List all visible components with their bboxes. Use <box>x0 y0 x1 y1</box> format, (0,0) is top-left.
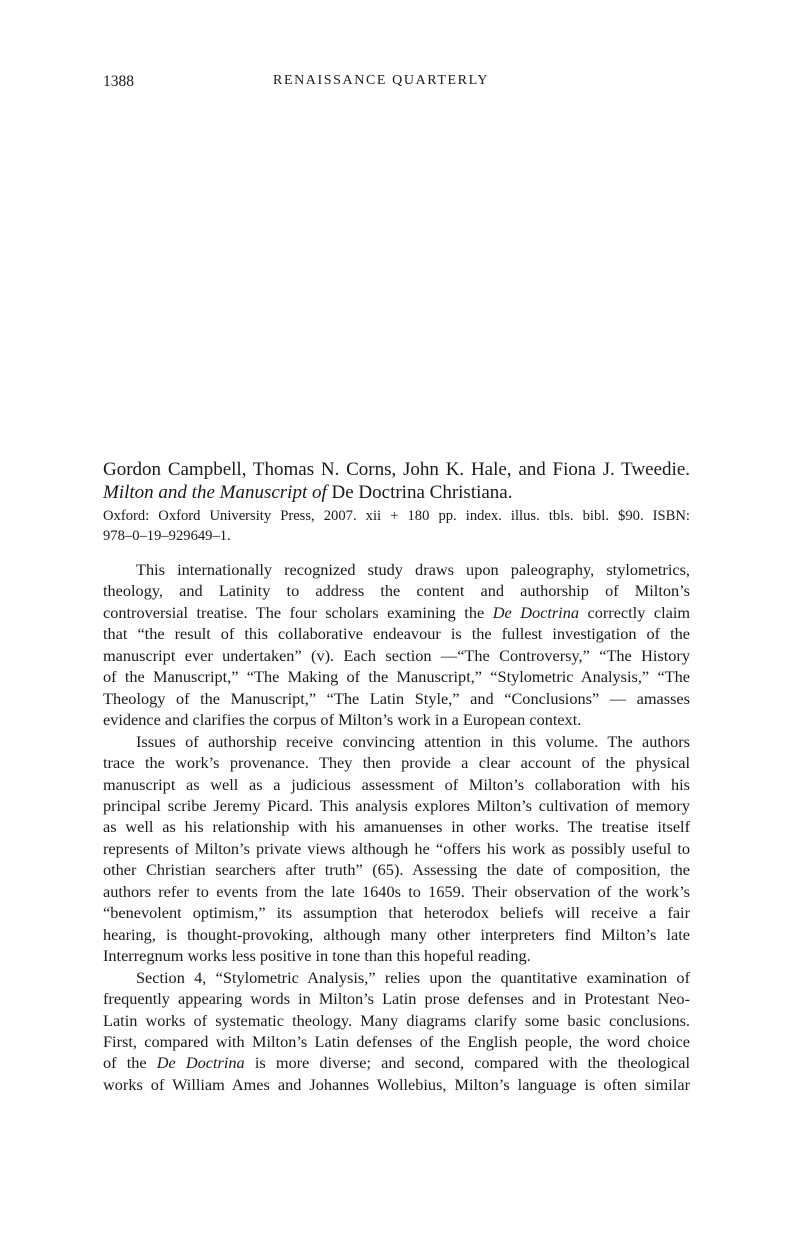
text-line <box>103 859 690 880</box>
text-line <box>103 1074 690 1095</box>
text-segment: is more diverse; and second, compared with the theological <box>244 1053 690 1073</box>
text-segment: theology, and Latinity to address the content and authorship of Milton’s <box>103 581 690 601</box>
text-line <box>103 816 690 837</box>
text-segment: of the Manuscript,” “The Making of the Manuscript,” “Stylometric Analysis,” “The <box>103 667 690 687</box>
publication-line-1: Oxford: Oxford University Press, 2007. xii + 180 pp. index. illus. tbls. bibl. $90. ISBN: <box>103 508 690 524</box>
text-segment: of the <box>103 1053 157 1073</box>
text-line <box>103 666 690 687</box>
text-segment: Interregnum works less positive in tone than this hopeful reading. <box>103 946 531 966</box>
text-line <box>103 731 690 752</box>
text-segment: other Christian searchers after truth” (65). Assessing the date of composition, the <box>103 860 690 880</box>
paragraph <box>103 731 690 967</box>
book-citation <box>103 458 690 546</box>
text-segment: that “the result of this collaborative endeavour is the fullest investigation of the <box>103 624 690 644</box>
book-authors: Gordon Campbell, Thomas N. Corns, John K. Hale, and Fiona J. Tweedie. <box>103 459 690 480</box>
journal-title: RENAISSANCE QUARTERLY <box>273 73 490 88</box>
text-segment: as well as his relationship with his amanuenses in other works. The treatise itself <box>103 817 690 837</box>
paragraph <box>103 967 690 1096</box>
text-segment: frequently appearing words in Milton’s Latin prose defenses and in Protestant Neo- <box>103 989 690 1009</box>
text-segment: Theology of the Manuscript,” “The Latin Style,” and “Conclusions” — amasses <box>103 688 690 708</box>
publication-info <box>103 506 690 546</box>
text-segment: correctly claim <box>578 602 691 622</box>
text-segment: Issues of authorship receive convincing attention in this volume. The authors <box>136 731 690 751</box>
text-segment: “benevolent optimism,” its assumption that heterodox beliefs will receive a fair <box>103 903 690 923</box>
text-segment: works of William Ames and Johannes Wollebius, Milton’s language is often similar <box>103 1074 690 1094</box>
italic-text: De Doctrina <box>492 602 579 622</box>
text-segment: This internationally recognized study draws upon paleography, stylometrics, <box>136 560 690 579</box>
text-line <box>103 902 690 923</box>
text-segment: trace the work’s provenance. They then provide a clear account of the physical <box>103 753 690 773</box>
text-segment: principal scribe Jeremy Picard. This analysis explores Milton’s cultivation of memory <box>103 795 690 815</box>
text-line <box>103 1031 690 1052</box>
text-line <box>103 881 690 902</box>
text-line <box>103 924 690 945</box>
text-segment: controversial treatise. The four scholars examining the <box>103 602 493 622</box>
text-segment: hearing, is thought-provoking, although many other interpreters find Milton’s late <box>103 924 690 944</box>
text-line <box>103 795 690 816</box>
text-line <box>103 709 690 730</box>
text-line <box>103 945 690 966</box>
text-line <box>103 988 690 1009</box>
text-line <box>103 580 690 601</box>
text-line <box>103 623 690 644</box>
text-line <box>103 602 690 623</box>
text-line <box>103 688 690 709</box>
text-line <box>103 559 690 580</box>
book-title-italic: Milton and the Manuscript of <box>103 482 327 503</box>
text-segment: Section 4, “Stylometric Analysis,” relies upon the quantitative examination of <box>136 967 690 987</box>
text-line <box>103 774 690 795</box>
text-line <box>103 967 690 988</box>
text-line <box>103 1052 690 1073</box>
text-segment: represents of Milton’s private views although he “offers his work as possibly useful to <box>103 838 690 858</box>
text-segment: manuscript ever undertaken” (v). Each section —“The Controversy,” “The History <box>103 645 690 665</box>
book-title <box>103 481 690 504</box>
page-number: 1388 <box>103 73 134 90</box>
text-segment: Latin works of systematic theology. Many diagrams clarify some basic conclusions. <box>103 1010 690 1030</box>
text-segment: evidence and clarifies the corpus of Milton’s work in a European context. <box>103 710 582 730</box>
italic-text: De Doctrina <box>156 1053 245 1073</box>
review-body <box>103 559 690 1095</box>
text-line <box>103 752 690 773</box>
text-segment: First, compared with Milton’s Latin defenses of the English people, the word choice <box>103 1031 690 1051</box>
text-line <box>103 645 690 666</box>
paragraph <box>103 559 690 731</box>
text-line <box>103 1010 690 1031</box>
text-segment: manuscript as well as a judicious assessment of Milton’s collaboration with his <box>103 774 690 794</box>
book-title-roman: De Doctrina Christiana. <box>326 482 513 503</box>
text-segment: authors refer to events from the late 1640s to 1659. Their observation of the work’s <box>103 881 690 901</box>
text-line <box>103 838 690 859</box>
publication-line-2: 978–0–19–929649–1. <box>103 528 231 544</box>
